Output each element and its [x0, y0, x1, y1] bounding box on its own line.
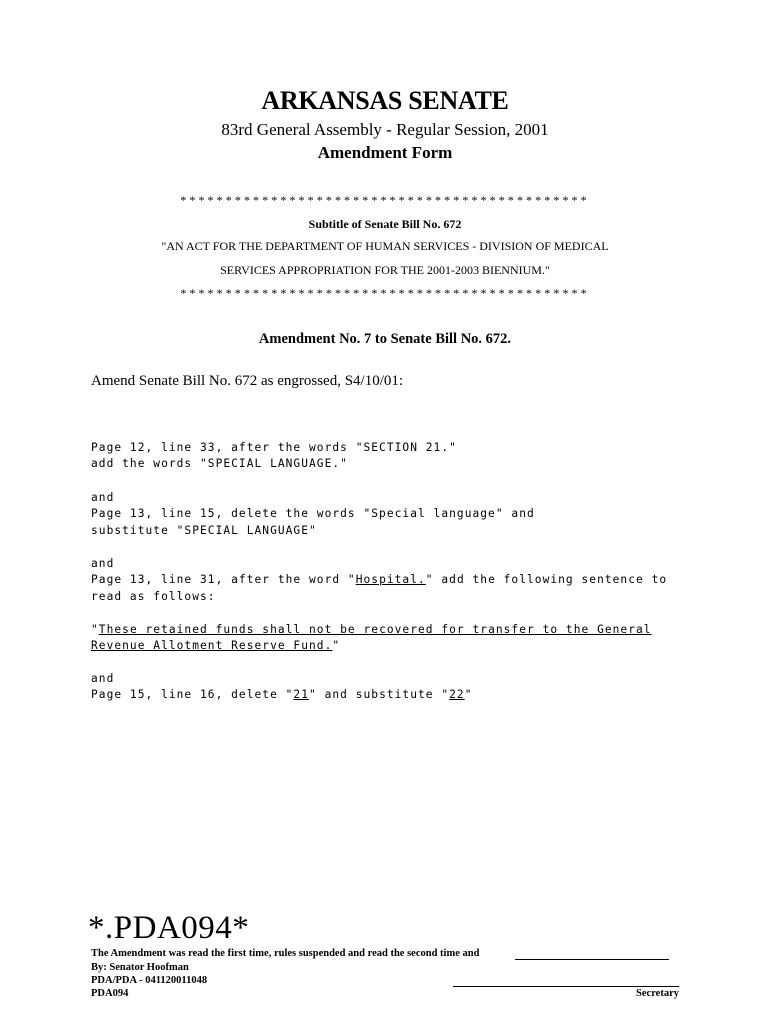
paragraph-line: Page 13, line 15, delete the words "Special language" and: [91, 507, 535, 520]
text-segment: " and substitute ": [309, 688, 450, 701]
secretary-signature-line: [453, 986, 679, 987]
paragraph-line: read as follows:: [91, 589, 216, 603]
pda-reference: PDA/PDA - 041120011048: [91, 975, 208, 986]
underlined-word: Hospital.: [355, 573, 426, 586]
pda-barcode-text: *.PDA094*: [88, 910, 250, 946]
amendment-paragraph-2: [91, 473, 535, 539]
inserted-sentence: [91, 605, 652, 655]
reading-statement: The Amendment was read the first time, rules suspended and read the second time and: [91, 948, 480, 959]
and-connector: and: [91, 490, 115, 504]
text-segment: " add the following sentence to: [425, 573, 668, 586]
underlined-text: Revenue Allotment Reserve Fund.: [91, 639, 333, 652]
underlined-number: 22: [449, 688, 465, 701]
star-divider-bottom: *********************************************: [180, 286, 590, 300]
paragraph-line: [91, 639, 340, 652]
and-connector: and: [91, 556, 115, 570]
paragraph-line: [91, 623, 652, 636]
amendment-intro: Amend Senate Bill No. 672 as engrossed, S4/10/01:: [91, 373, 404, 389]
amendment-paragraph-5: [91, 654, 473, 704]
paragraph-line: add the words "SPECIAL LANGUAGE.": [91, 457, 348, 470]
and-connector: and: [91, 671, 115, 685]
paragraph-line: [91, 688, 473, 701]
paragraph-line: [91, 573, 667, 586]
secretary-label: Secretary: [636, 988, 679, 999]
paragraph-line: substitute "SPECIAL LANGUAGE": [91, 523, 317, 537]
underlined-number: 21: [293, 688, 309, 701]
subtitle-heading: Subtitle of Senate Bill No. 672: [308, 217, 462, 231]
document-title: ARKANSAS SENATE: [261, 86, 509, 115]
reading-blank-line: [515, 959, 669, 960]
subtitle-line-2: SERVICES APPROPRIATION FOR THE 2001-2003 BIENNIUM.": [220, 263, 550, 277]
document-code: PDA094: [91, 988, 129, 999]
text-segment: Page 13, line 31, after the word ": [91, 573, 356, 586]
amendment-paragraph-3: [91, 539, 667, 605]
sponsor-line: By: Senator Hoofman: [91, 962, 189, 973]
subtitle-line-1: "AN ACT FOR THE DEPARTMENT OF HUMAN SERVICES - DIVISION OF MEDICAL: [161, 239, 609, 253]
amendment-paragraph-1: [91, 423, 457, 473]
quote-mark: ": [91, 622, 99, 636]
text-segment: ": [464, 688, 473, 701]
session-line: 83rd General Assembly - Regular Session, 2001: [221, 120, 549, 139]
underlined-text: These retained funds shall not be recovered for transfer to the General: [98, 622, 652, 636]
amendment-heading: Amendment No. 7 to Senate Bill No. 672.: [258, 331, 512, 347]
star-divider-top: *********************************************: [180, 193, 590, 207]
text-segment: Page 15, line 16, delete ": [91, 688, 294, 701]
paragraph-line: Page 12, line 33, after the words "SECTION 21.": [91, 440, 457, 454]
quote-mark: ": [332, 639, 341, 652]
form-name: Amendment Form: [317, 143, 453, 162]
